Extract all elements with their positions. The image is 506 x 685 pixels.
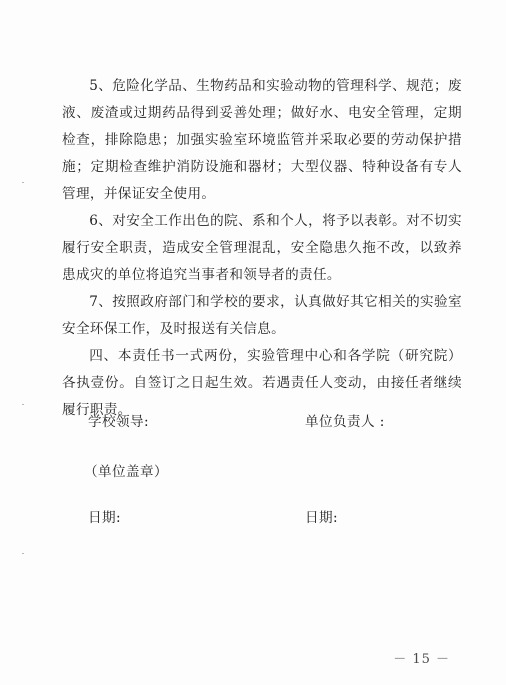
date-right-label: 日期: bbox=[305, 510, 338, 526]
school-leader-label: 学校领导: bbox=[88, 414, 149, 430]
unit-head-label: 单位负责人 : bbox=[305, 414, 385, 430]
paragraph-item-7: 7、按照政府部门和学校的要求，认真做好其它相关的实验室安全环保工作，及时报送有关信息。 bbox=[62, 294, 462, 337]
margin-mark bbox=[22, 553, 24, 554]
page-number: － 15 － bbox=[393, 652, 450, 667]
paragraph-item-5: 5、危险化学品、生物药品和实验动物的管理科学、规范；废液、废渣或过期药品得到妥善处理；做好水、电安全管理，定期检查，排除隐患；加强实验室环境监管并采取必要的劳动保护措施；定期检查维护消防设施和器材；大型仪器、特种设备有专人管理，并保证安全使用。 bbox=[62, 78, 462, 202]
document-body bbox=[62, 73, 462, 424]
paragraph-section-4: 四、本责任书一式两份，实验管理中心和各学院（研究院）各执壹份。自签订之日起生效。若遇责任人变动，由接任者继续履行职责。 bbox=[62, 348, 462, 418]
unit-seal-label: （单位盖章） bbox=[84, 464, 168, 480]
date-left-label: 日期: bbox=[88, 510, 121, 526]
paragraph-item-6: 6、对安全工作出色的院、系和个人，将予以表彰。对不切实履行安全职责，造成安全管理混乱，安全隐患久拖不改，以致养患成灾的单位将追究当事者和领导者的责任。 bbox=[62, 213, 462, 283]
margin-mark bbox=[22, 182, 24, 183]
margin-mark bbox=[22, 404, 24, 405]
